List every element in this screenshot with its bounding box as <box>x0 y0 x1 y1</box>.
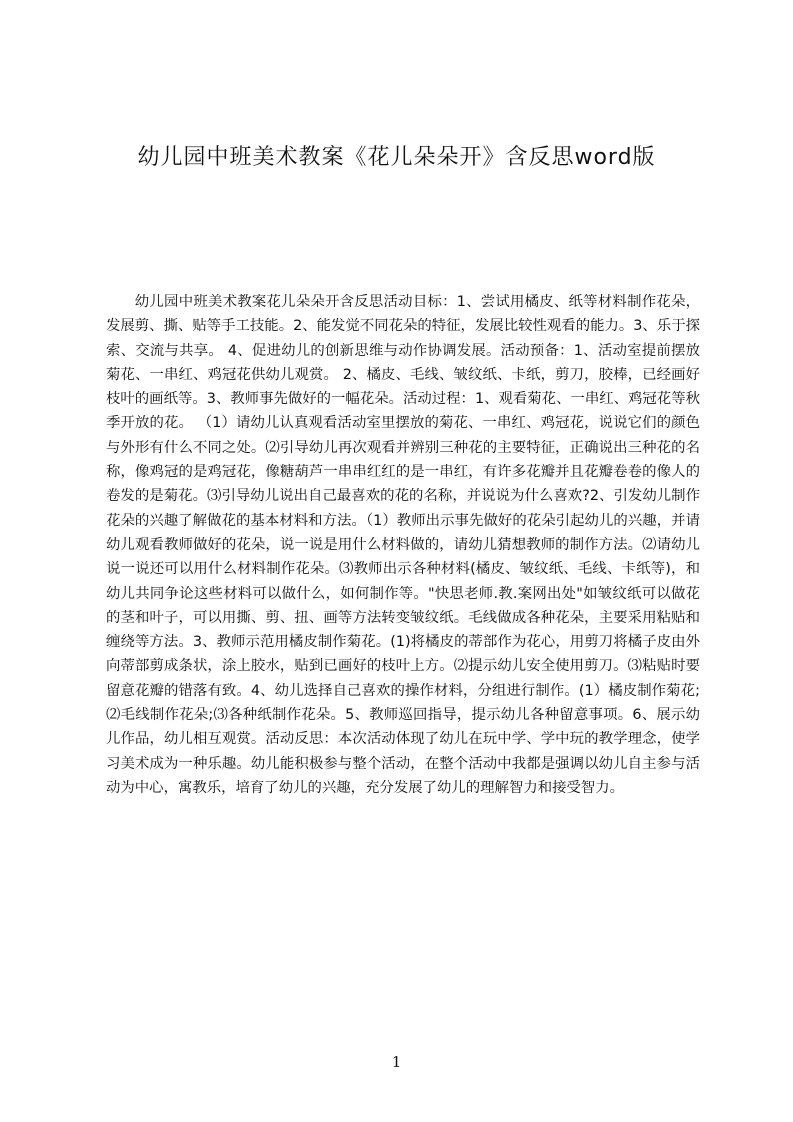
document-body-paragraph: 幼儿园中班美术教案花儿朵朵开含反思活动目标：1、尝试用橘皮、纸等材料制作花朵，发展剪、撕、贴等手工技能。2、能发觉不同花朵的特征，发展比较性观看的能力。3、乐于探索、交流与共享。 4、促进幼儿的创新思维与动作协调发展。活动预备：1、活动室提前摆放菊花、一串红、鸡冠花供幼儿观赏。 2、橘皮、毛线、皱纹纸、卡纸，剪刀，胶棒，已经画好枝叶的画纸等。3、教师事先做好的一幅花朵。活动过程：1、观看菊花、一串红、鸡冠花等秋季开放的花。 （1）请幼儿认真观看活动室里摆放的菊花、一串红、鸡冠花，说说它们的颜色与外形有什么不同之处。⑵引导幼儿再次观看并辨别三种花的主要特征，正确说出三种花的名称，像鸡冠的是鸡冠花，像糖葫芦一串串红红的是一串红，有许多花瓣并且花瓣卷卷的像人的卷发的是菊花。⑶引导幼儿说出自己最喜欢的花的名称，并说说为什么喜欢?2、引发幼儿制作花朵的兴趣了解做花的基本材料和方法。（1）教师出示事先做好的花朵引起幼儿的兴趣，并请幼儿观看教师做好的花朵，说一说是用什么材料做的，请幼儿猜想教师的制作方法。⑵请幼儿说一说还可以用什么材料制作花朵。⑶教师出示各种材料(橘皮、皱纹纸、毛线、卡纸等)，和幼儿共同争论这些材料可以做什么，如何制作等。"快思老师.教.案网出处"如皱纹纸可以做花的茎和叶子，可以用撕、剪、扭、画等方法转变皱纹纸。毛线做成各种花朵，主要采用粘贴和缠绕等方法。3、教师示范用橘皮制作菊花。(1)将橘皮的蒂部作为花心，用剪刀将橘子皮由外向蒂部剪成条状，涂上胶水，贴到已画好的枝叶上方。⑵提示幼儿安全使用剪刀。⑶粘贴时要留意花瓣的错落有致。4、幼儿选择自己喜欢的操作材料，分组进行制作。(1）橘皮制作菊花;⑵毛线制作花朵;⑶各种纸制作花朵。5、教师巡回指导，提示幼儿各种留意事项。6、展示幼儿作品，幼儿相互观赏。活动反思：本次活动体现了幼儿在玩中学、学中玩的教学理念，使学习美术成为一种乐趣。幼儿能积极参与整个活动，在整个活动中我都是强调以幼儿自主参与活动为中心，寓教乐，培育了幼儿的兴趣，充分发展了幼儿的理解智力和接受智力。 <box>106 294 700 796</box>
page-number: 1 <box>391 1053 402 1071</box>
document-title: 幼儿园中班美术教案《花儿朵朵开》含反思word版 <box>137 145 656 170</box>
